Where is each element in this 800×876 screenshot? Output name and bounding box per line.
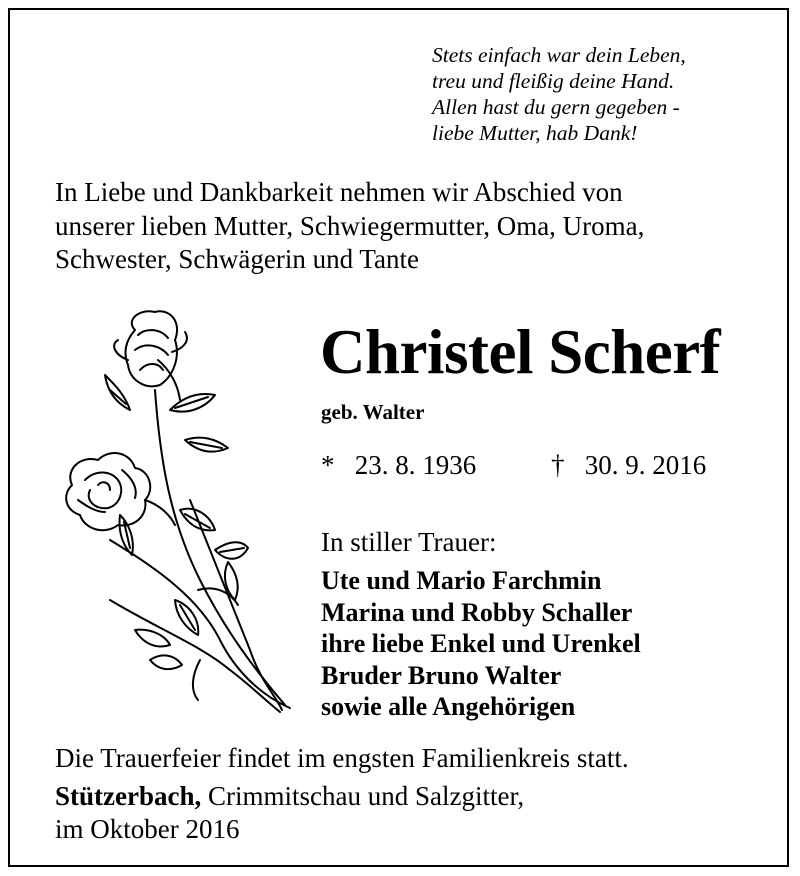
death-date: [551, 450, 706, 481]
birth-symbol: *: [321, 450, 335, 480]
place-bold: Stützerbach,: [55, 781, 202, 811]
poem: [432, 42, 772, 146]
death-date-value: 30. 9. 2016: [584, 450, 707, 480]
mourner: Marina und Robby Schaller: [321, 597, 633, 627]
intro-line: Schwester, Schwägerin und Tante: [55, 244, 419, 274]
birth-date: [321, 450, 476, 481]
rose-drawing-icon: [50, 300, 300, 720]
mourners-list: [321, 565, 641, 723]
mourner: Ute und Mario Farchmin: [321, 566, 602, 595]
death-symbol: †: [551, 450, 565, 480]
place-rest: Crimmitschau und Salzgitter,: [201, 781, 525, 811]
poem-line: treu und fleißig deine Hand.: [432, 69, 675, 93]
born-name: geb. Walter: [321, 400, 425, 424]
mourner: Bruder Bruno Walter: [321, 660, 562, 690]
birth-date-value: 23. 8. 1936: [354, 450, 477, 480]
intro-line: unserer lieben Mutter, Schwiegermutter, Oma, Uroma,: [55, 210, 645, 241]
intro-line: In Liebe und Dankbarkeit nehmen wir Abschied von: [55, 177, 623, 207]
funeral-note: Die Trauerfeier findet im engsten Familienkreis statt.: [55, 743, 629, 773]
date-line: im Oktober 2016: [55, 814, 240, 844]
deceased-name: Christel Scherf: [320, 317, 721, 387]
poem-line: Allen hast du gern gegeben -: [432, 95, 680, 119]
mourner: ihre liebe Enkel und Urenkel: [321, 629, 641, 658]
poem-line: liebe Mutter, hab Dank!: [432, 121, 638, 145]
poem-line: Stets einfach war dein Leben,: [432, 43, 686, 67]
intro-text: [55, 176, 775, 277]
mourner: sowie alle Angehörigen: [321, 692, 576, 721]
place-line: [55, 780, 524, 813]
place-and-date: [55, 780, 524, 846]
mourning-label: In stiller Trauer:: [321, 527, 497, 557]
